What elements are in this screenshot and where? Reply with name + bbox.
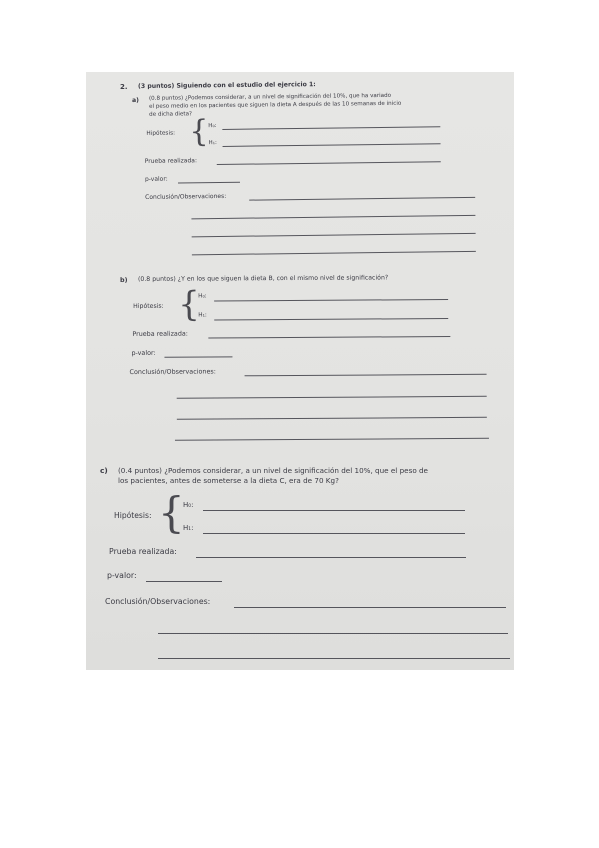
exam-page-photo — [86, 72, 514, 670]
hipotesis-label-b: Hipótesis: — [133, 302, 164, 310]
section-b-label: b) — [119, 275, 128, 285]
section-c — [86, 72, 514, 670]
pvalor-label-b: p-valor: — [131, 348, 156, 357]
section-c-question-line2: los pacientes, antes de someterse a la dieta C, era de 70 Kg? — [118, 476, 339, 485]
section-c-label: c) — [100, 466, 108, 475]
section-b-question: (0.8 puntos) ¿Y en los que siguen la dieta B, con el mismo nivel de significación? — [137, 274, 389, 283]
h0-answer-line-c[interactable] — [203, 510, 465, 511]
brace-b: { — [178, 284, 200, 325]
h0-label-a: H₀: — [208, 123, 217, 130]
prueba-label-c: Prueba realizada: — [109, 547, 177, 556]
section-c-question-line1: (0.4 puntos) ¿Podemos considerar, a un nivel de significación del 10%, que el peso de — [118, 466, 428, 475]
conclusion-extra-line-c-2[interactable] — [158, 658, 510, 659]
brace-c: { — [158, 488, 185, 537]
section-a-question-line2: el peso medio en los pacientes que siguen la dieta A después de las 10 semanas de inicio — [149, 100, 402, 110]
h0-label-b: H₀: — [198, 293, 207, 300]
brace-a: { — [189, 114, 209, 150]
conclusion-label-a: Conclusión/Observaciones: — [145, 192, 227, 201]
pvalor-label-a: p-valor: — [144, 175, 168, 183]
conclusion-extra-line-c-1[interactable] — [158, 633, 508, 634]
h1-answer-line-c[interactable] — [203, 533, 465, 534]
prueba-answer-line-c[interactable] — [196, 557, 466, 558]
question-number: 2. — [120, 83, 128, 91]
pvalor-answer-line-c[interactable] — [146, 581, 222, 582]
h0-label-c: H₀: — [183, 501, 194, 509]
section-a-question-line1: (0.8 puntos) ¿Podemos considerar, a un nivel de significación del 10%, que ha variado — [148, 92, 392, 102]
hipotesis-label-a: Hipótesis: — [146, 130, 176, 137]
section-a-label: a) — [131, 96, 140, 105]
hipotesis-label-c: Hipótesis: — [114, 511, 152, 520]
h1-label-a: H₁: — [208, 140, 217, 147]
prueba-label-b: Prueba realizada: — [132, 329, 188, 338]
conclusion-answer-line-c[interactable] — [234, 607, 506, 608]
conclusion-label-c: Conclusión/Observaciones: — [105, 597, 211, 606]
h1-label-c: H₁: — [183, 524, 194, 532]
prueba-label-a: Prueba realizada: — [144, 157, 198, 165]
section-a-question-line3: de dicha dieta? — [149, 111, 193, 118]
h1-label-b: H₁: — [198, 312, 207, 319]
pvalor-label-c: p-valor: — [107, 571, 137, 580]
question-heading: (3 puntos) Siguiendo con el estudio del ejercicio 1: — [138, 81, 316, 90]
conclusion-label-b: Conclusión/Observaciones: — [129, 367, 216, 376]
